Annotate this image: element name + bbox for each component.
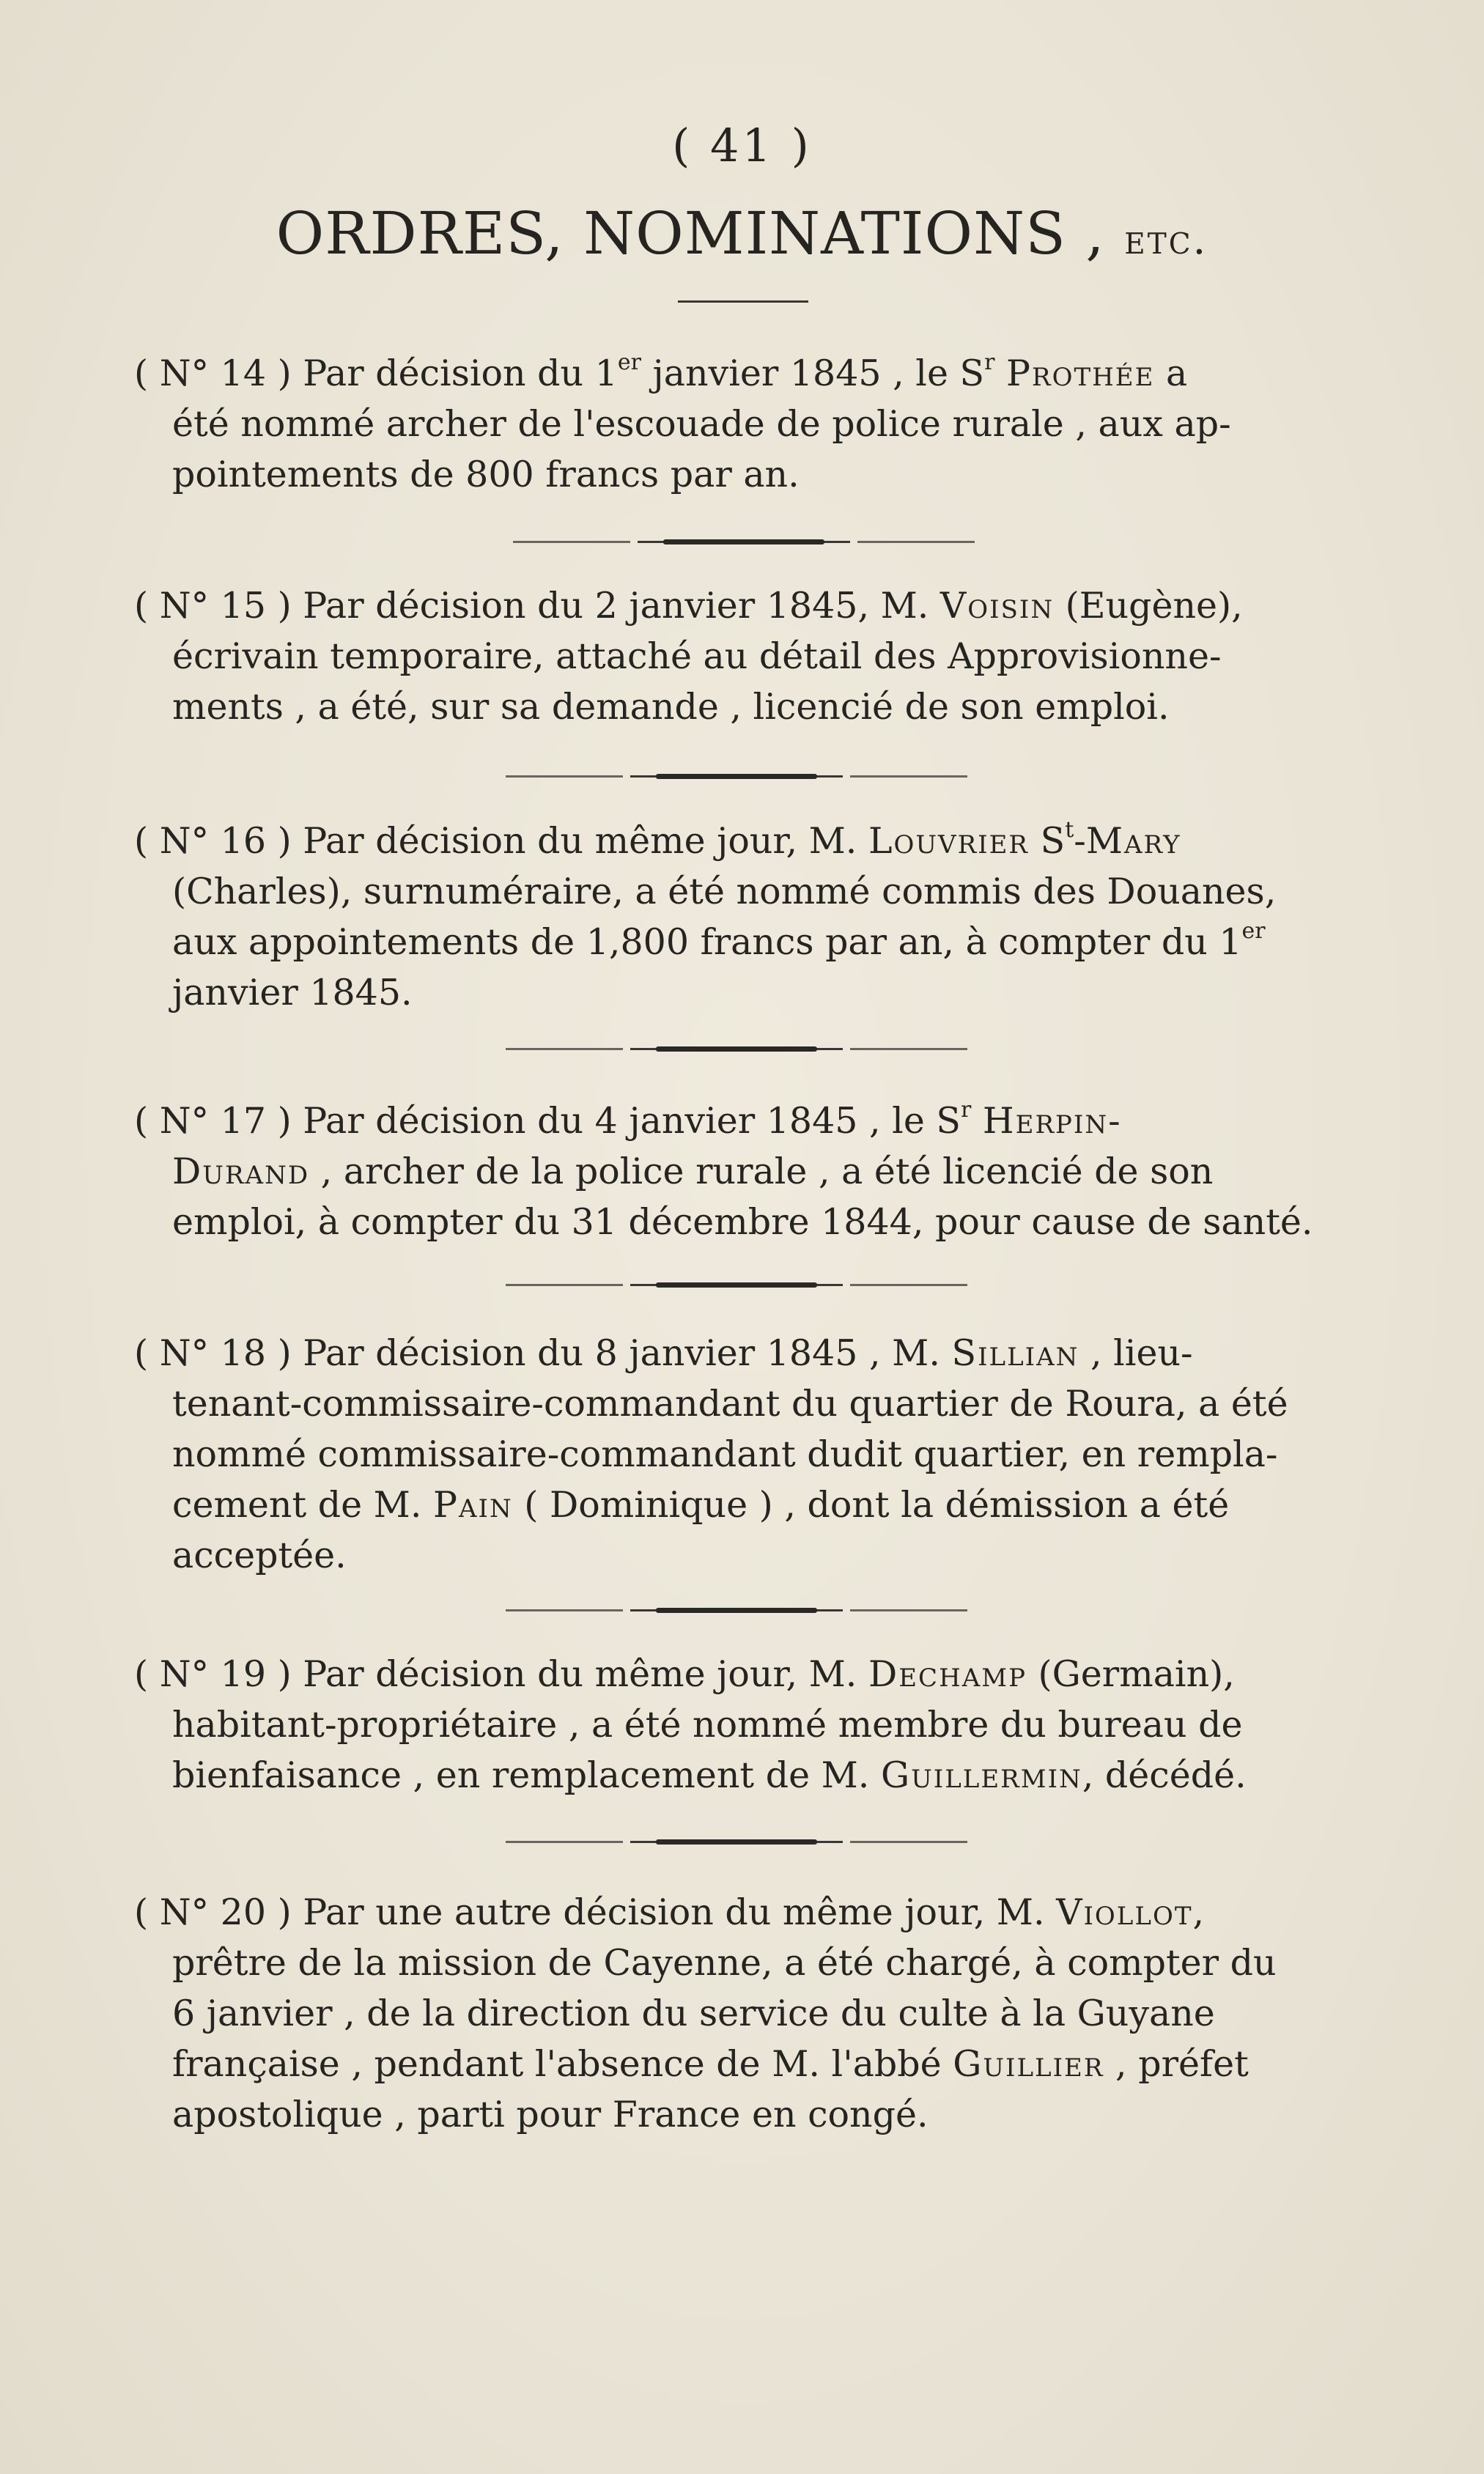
- entry-line: apostolique , parti pour France en congé.: [172, 2094, 929, 2135]
- separator-rule: [630, 1609, 843, 1611]
- separator-rule: [638, 541, 850, 543]
- title-etc: etc.: [1124, 216, 1208, 264]
- entry-19: [134, 1649, 1321, 1801]
- entry-line: acceptée.: [172, 1535, 347, 1576]
- entry-line: (Charles), surnuméraire, a été nommé commis des Douanes,: [172, 871, 1277, 912]
- entry-17: [134, 1096, 1321, 1247]
- entry-line: bienfaisance , en remplacement de M. Guillermin, décédé.: [172, 1754, 1247, 1796]
- entry-line: ( N° 14 ) Par décision du 1er janvier 1845 , le $S^r$ Prothée a: [134, 350, 1188, 394]
- entry-line: ( N° 19 ) Par décision du même jour, M. Dechamp (Germain),: [134, 1653, 1235, 1695]
- entry-14: [134, 348, 1321, 500]
- entry-line: habitant-propriétaire , a été nommé membre du bureau de: [172, 1704, 1243, 1746]
- entry-20: [134, 1887, 1321, 2140]
- entry-line: écrivain temporaire, attaché au détail des Approvisionne-: [172, 635, 1222, 677]
- entry-line: janvier 1845.: [172, 972, 413, 1013]
- entry-line: prêtre de la mission de Cayenne, a été chargé, à compter du: [172, 1942, 1277, 1984]
- entry-line: tenant-commissaire-commandant du quartier de Roura, a été: [172, 1383, 1288, 1425]
- entry-16: [134, 816, 1321, 1018]
- entry-line: Durand , archer de la police rurale , a été licencié de son: [172, 1151, 1214, 1192]
- title-main: ORDRES, NOMINATIONS ,: [276, 199, 1105, 267]
- entry-line: pointements de 800 francs par an.: [172, 454, 800, 495]
- separator-rule: [630, 775, 843, 778]
- entry-line: ments , a été, sur sa demande , licencié de son emploi.: [172, 686, 1170, 728]
- entry-line: cement de M. Pain ( Dominique ) , dont la démission a été: [172, 1484, 1230, 1526]
- separator-rule: [630, 1048, 843, 1050]
- entry-line: aux appointements de 1,800 francs par an, à compter du 1er: [172, 918, 1266, 963]
- entry-line: emploi, à compter du 31 décembre 1844, pour cause de santé.: [172, 1201, 1313, 1243]
- entry-18: [134, 1328, 1321, 1581]
- page-number: ( 41 ): [672, 119, 812, 172]
- title-rule: [678, 300, 808, 303]
- separator-rule: [630, 1284, 843, 1286]
- entry-line: ( N° 17 ) Par décision du 4 janvier 1845 , le $S^r$ Herpin-: [134, 1097, 1122, 1142]
- entry-line: 6 janvier , de la direction du service du culte à la Guyane: [172, 1993, 1215, 2034]
- entry-line: ( N° 16 ) Par décision du même jour, M. Louvrier $S^t$-Mary: [134, 817, 1181, 862]
- page-title: [0, 199, 1484, 267]
- separator-rule: [630, 1841, 843, 1843]
- entry-line: nommé commissaire-commandant dudit quartier, en rempla-: [172, 1433, 1278, 1475]
- entry-line: été nommé archer de l'escouade de police rurale , aux ap-: [172, 403, 1231, 445]
- entry-line: française , pendant l'absence de M. l'abbé Guillier , préfet: [172, 2043, 1249, 2085]
- entry-line: ( N° 18 ) Par décision du 8 janvier 1845 , M. Sillian , lieu-: [134, 1332, 1193, 1374]
- entry-15: [134, 580, 1321, 732]
- entry-line: ( N° 20 ) Par une autre décision du même jour, M. Viollot,: [134, 1891, 1205, 1933]
- entry-line: ( N° 15 ) Par décision du 2 janvier 1845, M. Voisin (Eugène),: [134, 585, 1243, 627]
